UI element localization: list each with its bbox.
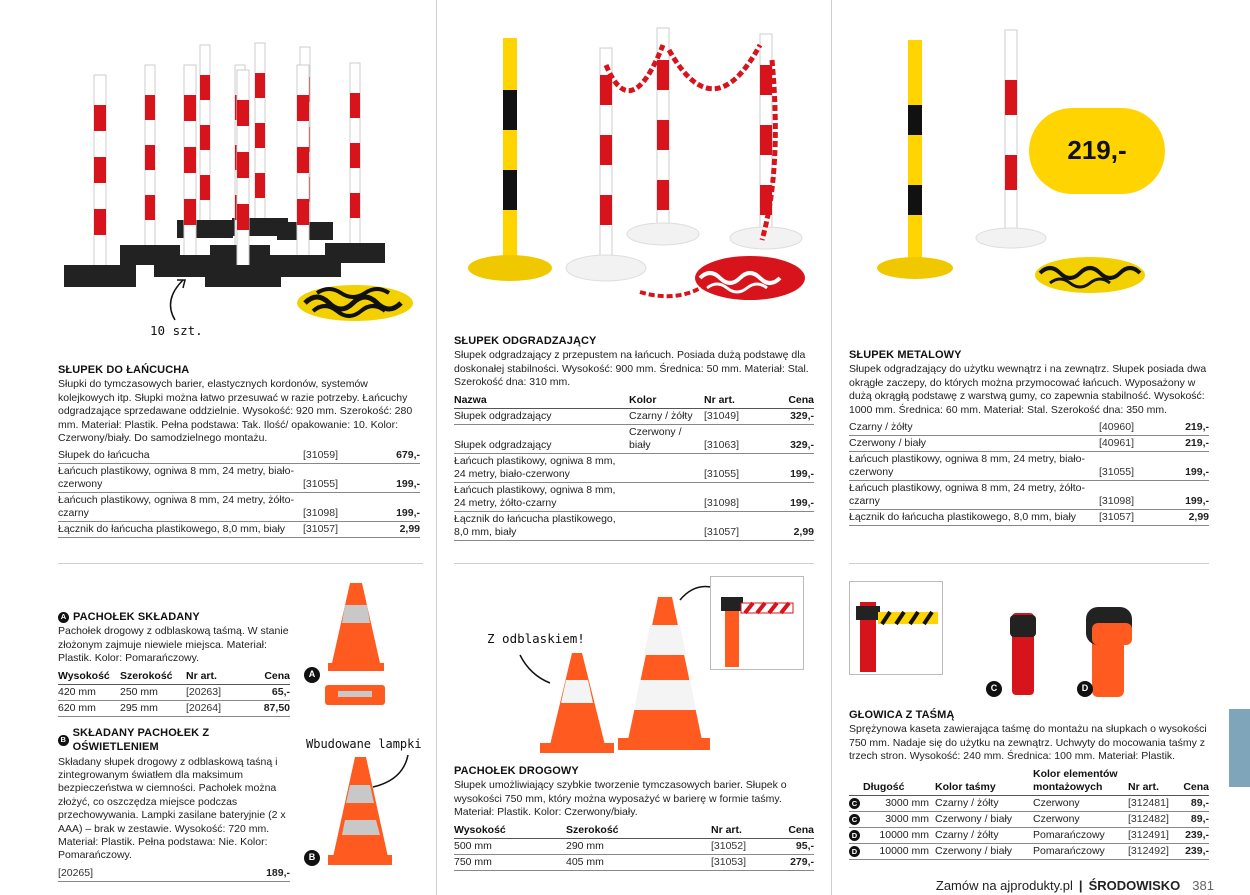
cell-length: 10000 mm <box>863 843 935 859</box>
cell-art: [31098] <box>1099 480 1164 509</box>
column-divider-2 <box>831 0 832 895</box>
cell-price: 329,- <box>767 408 814 424</box>
metal-post-description: Słupek odgradzający do użytku wewnątrz i na zewnątrz. Słupek posiada dwa okrągłe zaczepy, do których można przymocować łańcuch. Wyposażony w dużą okrągłą podstawę z warstwą gumy, co zapewnia stabilność. Wysokość: 1000 mm. Średnica: 60 mm. Materiał: Stal. Szerokość dna: 350 mm. <box>849 363 1207 416</box>
yellow-black-chain <box>297 285 413 321</box>
lit-cone-title-text: SKŁADANY PACHOŁEK Z OŚWIETLENIEM <box>72 727 210 754</box>
cell-art: [312491] <box>1128 827 1178 843</box>
lit-cone-description: Składany słupek drogowy z odblaskową taśną i zintegrowanym światłem dla maksimum bezpieczeństwa w ciemności. Pachołek można złożyć, co oszczędza miejsce podczas przechowywania. Lampki zasilane bateryjnie (2 x AAA) – brak w zestawie. Wysokość: 720 mm. Materiał: Plastik. Pełna podstawa: Nie. Kolor: Pomarańczowy. <box>58 755 286 862</box>
cell-art: [312482] <box>1128 811 1178 827</box>
cell-price: 2,99 <box>1164 509 1209 525</box>
tape-head-detail-image <box>850 582 942 674</box>
cell-length: 10000 mm <box>863 827 935 843</box>
header-name: Nazwa <box>454 393 629 409</box>
folding-cone-section <box>58 610 290 717</box>
cell-height: 420 mm <box>58 684 120 700</box>
badge-b: B <box>58 735 69 746</box>
cell-price: 2,99 <box>373 522 420 538</box>
table-row <box>454 408 814 424</box>
cell-width: 250 mm <box>120 684 186 700</box>
table-row <box>454 424 814 453</box>
header-art: Nr art. <box>186 669 245 685</box>
metal-post-table <box>849 420 1209 526</box>
cell-price: 239,- <box>1178 843 1209 859</box>
header-art: Nr art. <box>704 393 767 409</box>
header-price: Cena <box>770 823 814 839</box>
cell-width: 405 mm <box>566 854 711 870</box>
cell-tape: Czarny / żółty <box>935 827 1033 843</box>
badge-c: C <box>849 814 860 825</box>
cell-art: [31057] <box>1099 509 1164 525</box>
cell-art: [31052] <box>711 838 770 854</box>
label-d: D <box>1077 681 1093 697</box>
tape-head-section <box>849 708 1209 860</box>
cell-badge <box>849 827 863 843</box>
road-cone-table <box>454 823 814 871</box>
cell-price: 199,- <box>373 464 420 493</box>
cell-name: Słupek odgradzający <box>454 424 629 453</box>
yellow-black-metal-post <box>877 40 953 279</box>
footer-section: ŚRODOWISKO <box>1088 878 1181 893</box>
cone-tape-detail <box>710 576 804 670</box>
header-height: Wysokość <box>454 823 566 839</box>
yellow-black-post <box>468 38 552 281</box>
cell-price: 219,- <box>1164 435 1209 451</box>
header-elements: Kolor elementów montażowych <box>1033 767 1128 796</box>
barrier-post-section <box>454 334 814 541</box>
yellow-black-chain-pile <box>1035 257 1145 293</box>
table-header <box>454 823 814 839</box>
tape-head-detail <box>849 581 943 675</box>
table-row <box>58 700 290 716</box>
cell-name: Łącznik do łańcucha plastikowego, 8,0 mm, biały <box>58 522 303 538</box>
cell-price: 329,- <box>767 424 814 453</box>
reflector-note: Z odblaskiem! <box>487 631 585 646</box>
cell-price: 219,- <box>1164 420 1209 436</box>
cone-tape-detail-image <box>711 577 803 669</box>
cell-elements: Czerwony <box>1033 811 1128 827</box>
badge-c: C <box>849 798 860 809</box>
row-divider-right <box>849 563 1209 564</box>
tape-heads-image <box>980 595 1150 700</box>
cell-art: [40960] <box>1099 420 1164 436</box>
lit-cone-title <box>58 726 290 755</box>
metal-post-title: SŁUPEK METALOWY <box>849 349 962 361</box>
quantity-note: 10 szt. <box>150 323 203 338</box>
table-row <box>849 420 1209 436</box>
chain-post-section <box>58 363 420 538</box>
cell-art: [31057] <box>704 511 767 540</box>
large-road-cone <box>618 597 710 750</box>
header-height: Wysokość <box>58 669 120 685</box>
red-tape-head <box>1010 613 1036 695</box>
cell-height: 500 mm <box>454 838 566 854</box>
page-number: 381 <box>1192 878 1214 893</box>
lit-cone-table <box>58 866 290 882</box>
cell-price: 199,- <box>767 482 814 511</box>
orange-tape-head <box>1086 607 1132 697</box>
cell-name: Czerwony / biały <box>849 435 1099 451</box>
cell-badge <box>849 811 863 827</box>
cell-name: Łańcuch plastikowy, ogniwa 8 mm, 24 metry, biało-czerwony <box>58 464 303 493</box>
tape-head-table <box>849 767 1209 860</box>
cones-ab-image <box>300 575 430 875</box>
page-footer <box>936 878 1214 895</box>
header-width: Szerokość <box>120 669 186 685</box>
metal-post-section <box>849 348 1209 526</box>
cell-price: 199,- <box>767 453 814 482</box>
barrier-post-title: SŁUPEK ODGRADZAJĄCY <box>454 335 597 347</box>
table-row <box>58 493 420 522</box>
cell-art: [31049] <box>704 408 767 424</box>
label-c: C <box>986 681 1002 697</box>
cell-price: 199,- <box>373 493 420 522</box>
road-cone-title: PACHOŁEK DROGOWY <box>454 765 579 777</box>
small-road-cone <box>540 653 614 753</box>
cell-art: [31059] <box>303 448 373 464</box>
cell-art: [20265] <box>58 866 196 882</box>
hand-arrow <box>520 655 550 683</box>
cell-price: 95,- <box>770 838 814 854</box>
folding-cone-title-text: PACHOŁEK SKŁADANY <box>73 611 200 623</box>
cell-name: Czarny / żółty <box>849 420 1099 436</box>
folding-cone-description: Pachołek drogowy z odblaskową taśmą. W stanie złożonym zajmuje niewiele miejsca. Materiał: Plastik. Kolor: Pomarańczowy. <box>58 625 289 665</box>
table-row <box>849 451 1209 480</box>
cell-color <box>629 482 704 511</box>
badge-d: D <box>849 846 860 857</box>
table-row <box>849 435 1209 451</box>
cell-height: 750 mm <box>454 854 566 870</box>
cell-badge <box>849 795 863 811</box>
table-row <box>849 827 1209 843</box>
cell-name: Łącznik do łańcucha plastikowego, 8,0 mm, biały <box>849 509 1099 525</box>
table-header <box>454 393 814 409</box>
cell-price: 199,- <box>1164 480 1209 509</box>
cell-art: [31098] <box>303 493 373 522</box>
badge-d: D <box>849 830 860 841</box>
cell-name: Łańcuch plastikowy, ogniwa 8 mm, 24 metry, biało-czerwony <box>454 453 629 482</box>
header-price: Cena <box>1178 767 1209 796</box>
table-row <box>849 811 1209 827</box>
cell-price: 679,- <box>373 448 420 464</box>
table-row <box>849 795 1209 811</box>
table-row <box>849 843 1209 859</box>
price-badge-value: 219,- <box>1067 135 1127 166</box>
tape-head-description: Sprężynowa kaseta zawierająca taśmę do montażu na słupkach o wysokości 750 mm. Nadaje się do użytku na zewnątrz. Uchwyty do mocowania taśmy z trzech stron. Wysokość: 240 mm. Średnica: 100 mm. Materiał: Plastik. <box>849 723 1207 763</box>
cell-color: Czerwony / biały <box>629 424 704 453</box>
cell-tape: Czerwony / biały <box>935 811 1033 827</box>
cell-name: Słupek odgradzający <box>454 408 629 424</box>
road-cone-description: Słupek umożliwiający szybkie tworzenie tymczasowych barier. Słupek o wysokości 750 mm, który można wyposażyć w barierę w formie taśmy. Materiał: Plastik. Kolor: Czerwony/biały. <box>454 779 787 819</box>
cell-art: [20263] <box>186 684 245 700</box>
lit-cone-image <box>328 757 392 865</box>
header-length: Długość <box>863 767 935 796</box>
cell-price: 2,99 <box>767 511 814 540</box>
cell-art: [31055] <box>1099 451 1164 480</box>
header-price: Cena <box>767 393 814 409</box>
cell-price: 65,- <box>245 684 290 700</box>
footer-separator: | <box>1078 878 1083 893</box>
cell-price: 89,- <box>1178 795 1209 811</box>
chain-post-description: Słupki do tymczasowych barier, elastycznych kordonów, systemów kolejkowych itp. Słupki można łatwo przesuwać w razie potrzeby. Łańcuchy odgradzające sprzedawane oddzielnie. Wysokość: 920 mm. Szerokość: 280 mm. Materiał: Plastik. Pełna podstawa: Tak. Ilość/ opakowanie: 10. Kolor: Czerwony/biały. Do samodzielnego montażu. <box>58 378 413 444</box>
table-row <box>454 838 814 854</box>
cell-price: 279,- <box>770 854 814 870</box>
cell-price: 87,50 <box>245 700 290 716</box>
cell-art: [20264] <box>186 700 245 716</box>
cell-color <box>629 453 704 482</box>
cell-color: Czarny / żółty <box>629 408 704 424</box>
cell-name: Łańcuch plastikowy, ogniwa 8 mm, 24 metry, żółto-czarny <box>849 480 1099 509</box>
cell-name: Łańcuch plastikowy, ogniwa 8 mm, 24 metry, biało-czerwony <box>849 451 1099 480</box>
cell-art: [31063] <box>704 424 767 453</box>
barrier-posts-image <box>455 20 820 310</box>
table-header <box>58 669 290 685</box>
cell-color <box>629 511 704 540</box>
header-width: Szerokość <box>566 823 711 839</box>
cell-art: [31055] <box>704 453 767 482</box>
section-side-tab <box>1229 709 1250 787</box>
folding-cone-title <box>58 610 290 624</box>
barrier-post-description: Słupek odgradzający z przepustem na łańcuch. Posiada dużą podstawę dla doskonałej stabilności. Wysokość: 900 mm. Średnica: 50 mm. Materiał: Stal. Szerokość dna: 310 mm. <box>454 349 809 389</box>
header-color: Kolor <box>629 393 704 409</box>
chain-post-table <box>58 448 420 538</box>
header-art: Nr art. <box>711 823 770 839</box>
table-row <box>58 866 290 882</box>
hand-arrow <box>171 280 184 320</box>
label-a: A <box>304 667 320 683</box>
header-badge <box>849 767 863 796</box>
cell-art: [31057] <box>303 522 373 538</box>
cell-price: 199,- <box>1164 451 1209 480</box>
table-row <box>849 480 1209 509</box>
label-b: B <box>304 850 320 866</box>
cell-price: 89,- <box>1178 811 1209 827</box>
header-price: Cena <box>245 669 290 685</box>
red-white-post <box>627 28 699 245</box>
cell-art: [312492] <box>1128 843 1178 859</box>
footer-site[interactable]: Zamów na ajprodukty.pl <box>935 878 1073 893</box>
cell-art: [31055] <box>303 464 373 493</box>
cell-width: 290 mm <box>566 838 711 854</box>
folding-cone-table <box>58 669 290 717</box>
road-cone-section <box>454 764 814 871</box>
chain-posts-image <box>55 35 420 325</box>
table-row <box>454 482 814 511</box>
cell-name: Łańcuch plastikowy, ogniwa 8 mm, 24 metry, żółto-czarny <box>58 493 303 522</box>
table-row <box>58 684 290 700</box>
header-tape: Kolor taśmy <box>935 767 1033 796</box>
table-row <box>58 448 420 464</box>
cell-price: 189,- <box>196 866 290 882</box>
table-row <box>454 854 814 870</box>
cell-width: 295 mm <box>120 700 186 716</box>
cell-elements: Pomarańczowy <box>1033 827 1128 843</box>
post-group <box>64 43 385 287</box>
cell-name: Słupek do łańcucha <box>58 448 303 464</box>
cell-tape: Czerwony / biały <box>935 843 1033 859</box>
red-white-post <box>566 48 646 281</box>
header-art: Nr art. <box>1128 767 1178 796</box>
badge-a: A <box>58 612 69 623</box>
cell-tape: Czarny / żółty <box>935 795 1033 811</box>
cell-art: [31098] <box>704 482 767 511</box>
price-badge <box>1029 108 1165 194</box>
table-row <box>454 453 814 482</box>
row-divider-mid <box>454 563 814 564</box>
chain-post-title: SŁUPEK DO ŁAŃCUCHA <box>58 364 190 376</box>
cell-art: [31053] <box>711 854 770 870</box>
cell-art: [312481] <box>1128 795 1178 811</box>
tape-head-title: GŁOWICA Z TAŚMĄ <box>849 709 955 721</box>
cell-name: Łańcuch plastikowy, ogniwa 8 mm, 24 metry, żółto-czarny <box>454 482 629 511</box>
table-header <box>849 767 1209 796</box>
cell-length: 3000 mm <box>863 811 935 827</box>
folding-cone-image <box>325 583 385 705</box>
table-row <box>58 522 420 538</box>
cell-badge <box>849 843 863 859</box>
cell-elements: Czerwony <box>1033 795 1128 811</box>
row-divider-left <box>58 563 423 564</box>
lamps-note: Wbudowane lampki <box>306 737 422 751</box>
hand-arrow <box>373 755 408 787</box>
table-row <box>849 509 1209 525</box>
barrier-post-table <box>454 393 814 541</box>
cell-name: Łącznik do łańcucha plastikowego, 8,0 mm, biały <box>454 511 629 540</box>
cell-length: 3000 mm <box>863 795 935 811</box>
table-row <box>454 511 814 540</box>
table-row <box>58 464 420 493</box>
cell-art: [40961] <box>1099 435 1164 451</box>
cell-height: 620 mm <box>58 700 120 716</box>
cell-price: 239,- <box>1178 827 1209 843</box>
cell-elements: Pomarańczowy <box>1033 843 1128 859</box>
column-divider-1 <box>436 0 437 895</box>
lit-cone-section <box>58 726 290 882</box>
